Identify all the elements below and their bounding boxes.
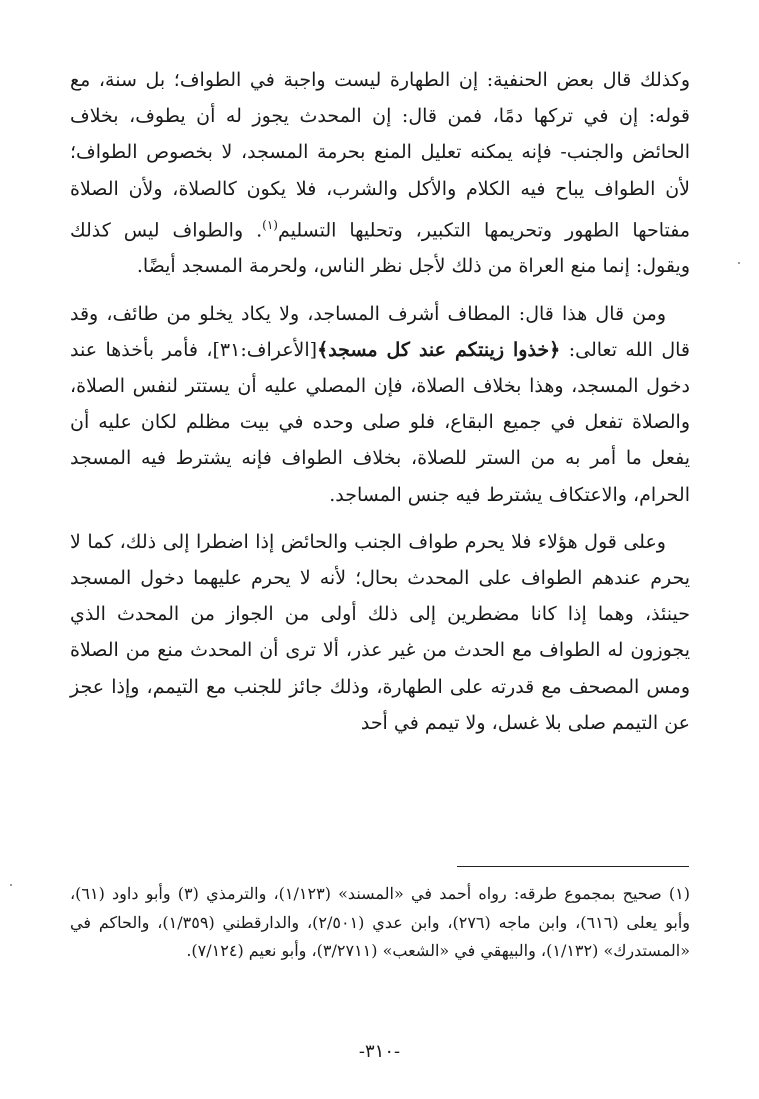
footnote-divider xyxy=(457,866,689,867)
quran-verse: ﴿خذوا زينتكم عند كل مسجد﴾ xyxy=(317,338,561,361)
paragraph-2-text-a: ومن قال هذا قال: المطاف أشرف المساجد، ولا يكاد يخلو من طائف، وقد قال الله تعالى: xyxy=(70,302,691,361)
footnote-1: (١) صحيح بمجموع طرقه: رواه أحمد في «المسند» (١/١٢٣)، والترمذي (٣) وأبو داود (٦١)، وأبو يعلى (٦١٦)، وابن ماجه (٢٧٦)، وابن عدي (٢/٥٠١)، والدارقطني (١/٣٥٩)، والحاكم في «المستدرك» (١/١٣٢)، والبيهقي في «الشعب» (٣/٢٧١١)، وأبو نعيم (٧/١٢٤). xyxy=(70,884,691,961)
paragraph-1-text-a: وكذلك قال بعض الحنفية: إن الطهارة ليست واجبة في الطواف؛ بل سنة، مع قوله: إن في تركها دمًا، فمن قال: إن المحدث يجوز له أن يطوف، بخلاف الحائض والجنب- فإنه يمكنه تعليل المنع بحرمة المسجد، لا بخصوص الطواف؛ لأن الطواف يباح فيه الكلام والأكل والشرب، فلا يكون كالصلاة، ولأن الصلاة مفتاحها الطهور وتحريمها التكبير، وتحليها التسليم xyxy=(70,69,690,242)
paragraph-1-text-b: . والطواف ليس كذلك ويقول: إنما منع العراة من ذلك لأجل نظر الناس، ولحرمة المسجد أيضًا. xyxy=(70,219,690,278)
footnotes xyxy=(70,880,690,966)
page-number: -٣١٠- xyxy=(358,1041,401,1062)
paragraph-2-text-b: [الأعراف:٣١]، فأمر بأخذها عند دخول المسجد، وهذا بخلاف الصلاة، فإن المصلي عليه أن يستتر لنفس الصلاة، والصلاة تفعل في جميع البقاع، فلو صلى وحده في بيت مظلم لكان عليه أن يفعل ما أمر به من الستر للصلاة، بخلاف الطواف فإنه يشترط فيه المسجد الحرام، والاعتكاف يشترط فيه جنس المساجد. xyxy=(70,338,690,506)
scan-speck xyxy=(738,262,740,264)
main-text xyxy=(70,62,690,741)
scan-speck xyxy=(10,884,12,886)
body-text xyxy=(70,62,690,741)
paragraph-3 xyxy=(70,524,690,741)
footnote-reference[interactable]: (١) xyxy=(262,217,278,232)
paragraph-2 xyxy=(70,296,690,513)
paragraph-3-text: وعلى قول هؤلاء فلا يحرم طواف الجنب والحائض إذا اضطرا إلى ذلك، كما لا يحرم عندهم الطواف على المحدث بحال؛ لأنه لا يحرم عليهما دخول المسجد حينئذ، وهما إذا كانا مضطرين إلى ذلك أولى من الجواز من المحدث الذي يجوزون له الطواف مع الحدث من غير عذر، ألا ترى أن المحدث منع من الصلاة ومس المصحف مع قدرته على الطهارة، وذلك جائز للجنب مع التيمم، وإذا عجز عن التيمم صلى بلا غسل، ولا تيمم في أحد xyxy=(70,530,690,734)
paragraph-1 xyxy=(70,62,690,285)
